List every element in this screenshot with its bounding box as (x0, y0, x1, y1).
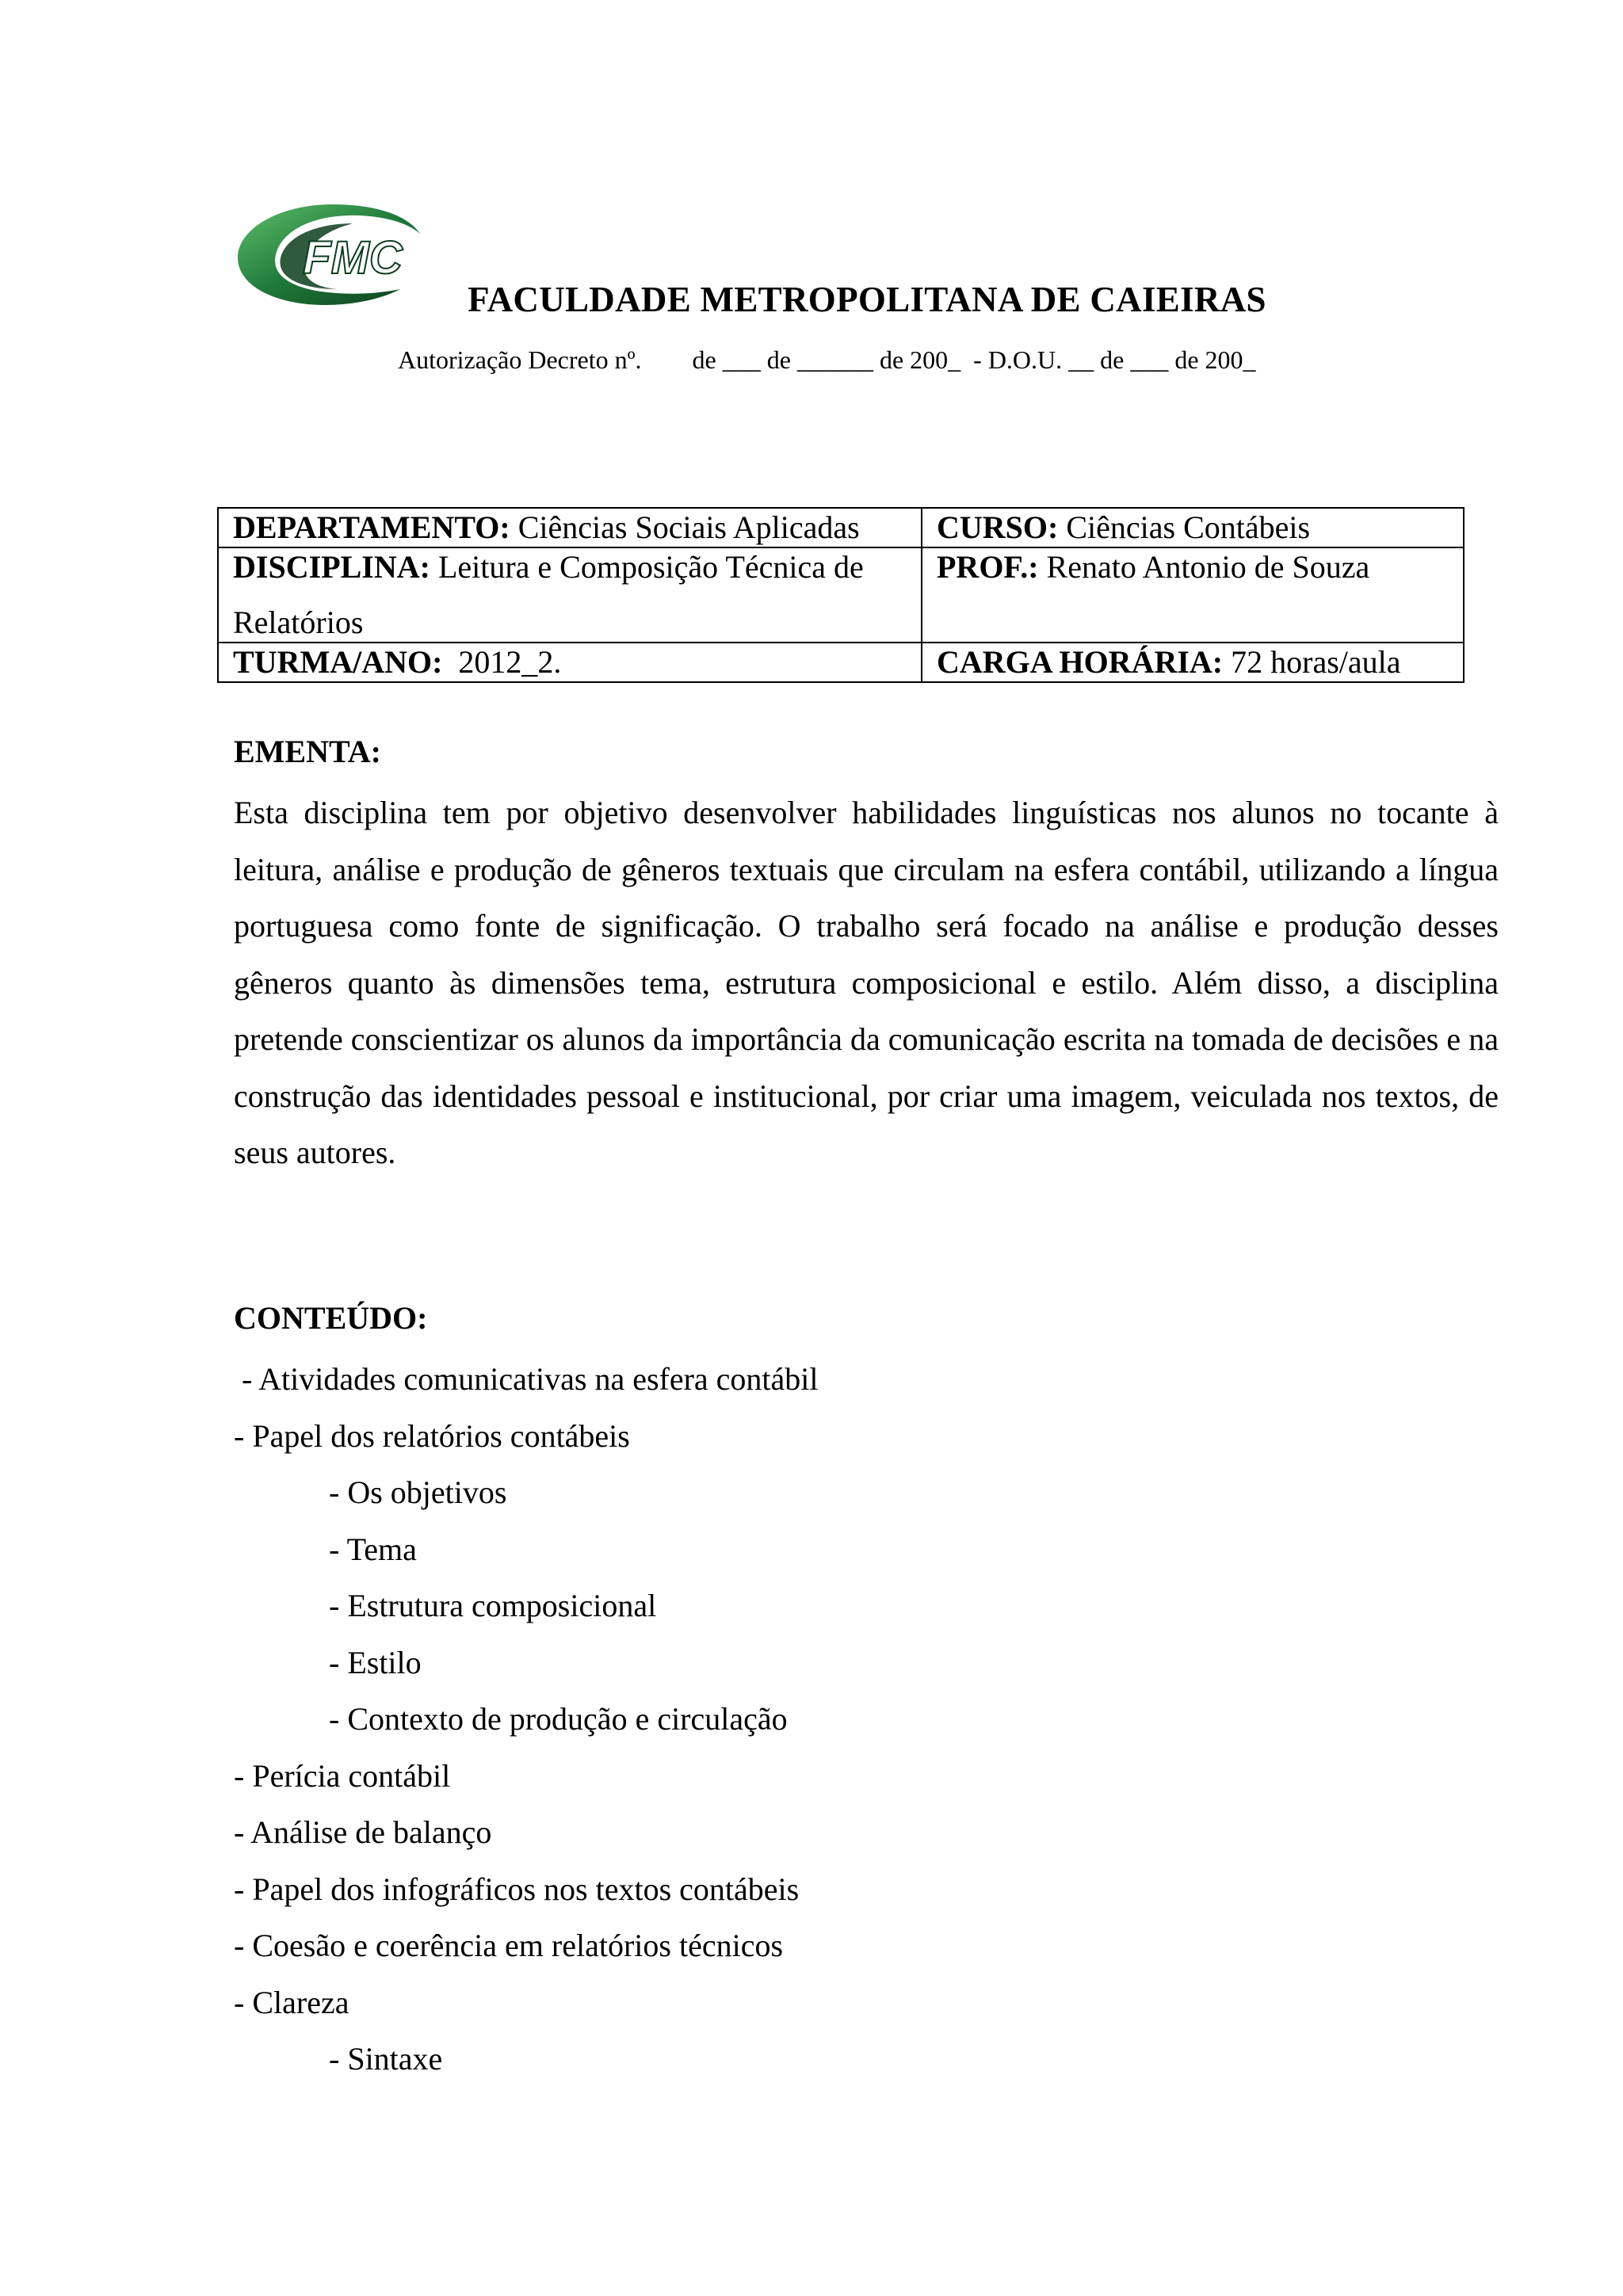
conteudo-list (234, 1351, 819, 2088)
departamento-value: Ciências Sociais Aplicadas (510, 509, 860, 545)
curso-cell (922, 508, 1464, 547)
ementa-title: EMENTA: (234, 734, 381, 769)
list-item: - Estrutura composicional (329, 1588, 657, 1623)
conteudo-title: CONTEÚDO: (234, 1300, 428, 1336)
turma-cell (218, 643, 922, 682)
table-row (218, 547, 1464, 643)
table-row (218, 643, 1464, 682)
carga-value: 72 horas/aula (1223, 644, 1401, 680)
list-item: - Sintaxe (329, 2041, 443, 2077)
list-item: - Contexto de produção e circulação (329, 1701, 788, 1737)
course-info-table (217, 507, 1465, 683)
list-item: - Estilo (329, 1644, 422, 1680)
disciplina-value-continued: Relatórios (233, 605, 364, 640)
table-row (218, 508, 1464, 547)
disciplina-label: DISCIPLINA: (233, 549, 430, 585)
list-item: - Os objetivos (329, 1474, 507, 1510)
curso-value: Ciências Contábeis (1058, 509, 1311, 545)
list-item: - Papel dos infográficos nos textos contábeis (234, 1871, 800, 1907)
departamento-label: DEPARTAMENTO: (233, 509, 510, 545)
disciplina-value: Leitura e Composição Técnica de (430, 549, 864, 585)
ementa-text: Esta disciplina tem por objetivo desenvolver habilidades linguísticas nos alunos no tocante à leitura, análise e produção de gêneros textuais que circulam na esfera contábil, utilizando a língua portuguesa como fonte de significação. O trabalho será focado na análise e produção desses gêneros quanto às dimensões tema, estrutura composicional e estilo. Além disso, a disciplina pretende conscientizar os alunos da importância da comunicação escrita na tomada de decisões e na construção das identidades pessoal e institucional, por criar uma imagem, veiculada nos textos, de seus autores. (234, 795, 1499, 1170)
logo-text: FMC (303, 232, 403, 284)
institution-name: FACULDADE METROPOLITANA DE CAIEIRAS (468, 280, 1266, 319)
curso-label: CURSO: (937, 509, 1059, 545)
authorization-line: Autorização Decreto nº. de ___ de ______ de 200_ - D.O.U. __ de ___ de 200_ (398, 345, 1256, 374)
list-item: - Atividades comunicativas na esfera contábil (242, 1361, 819, 1397)
turma-value: 2012_2. (442, 644, 562, 680)
departamento-cell (218, 508, 922, 547)
list-item: - Coesão e coerência em relatórios técnicos (234, 1928, 784, 1963)
list-item: - Perícia contábil (234, 1757, 451, 1794)
prof-cell (922, 547, 1464, 643)
carga-label: CARGA HORÁRIA: (937, 644, 1224, 680)
list-item: - Papel dos relatórios contábeis (234, 1417, 630, 1454)
list-item: - Clareza (234, 1984, 349, 2020)
turma-label: TURMA/ANO: (233, 644, 443, 680)
list-item: - Tema (329, 1531, 417, 1567)
prof-value: Renato Antonio de Souza (1038, 549, 1370, 585)
prof-label: PROF.: (937, 549, 1039, 585)
carga-cell (922, 643, 1464, 682)
disciplina-cell (218, 547, 922, 643)
list-item: - Análise de balanço (234, 1814, 492, 1850)
